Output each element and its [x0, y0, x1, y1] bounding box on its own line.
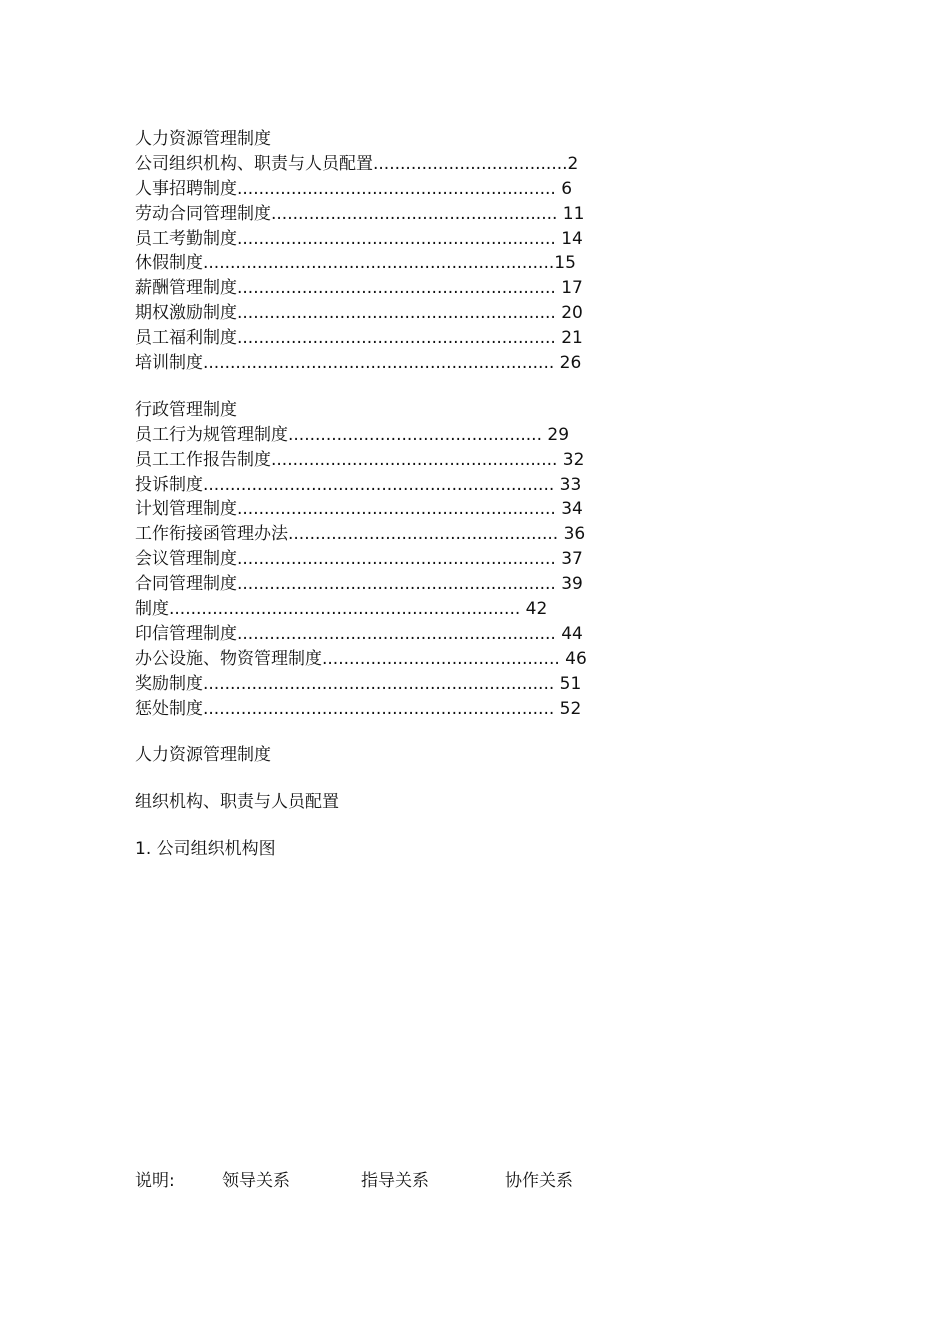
- subsection-title: 组织机构、职责与人员配置: [135, 792, 339, 813]
- toc-entry[interactable]: 员工行为规管理制度............................................... 29: [135, 424, 570, 445]
- toc-entry[interactable]: 期权激励制度........................................................... 20: [135, 303, 583, 324]
- toc-entry[interactable]: 会议管理制度........................................................... 37: [135, 549, 583, 570]
- toc-hr-list: [135, 152, 835, 376]
- toc-entry[interactable]: 人事招聘制度........................................................... 6: [135, 178, 573, 199]
- toc-entry[interactable]: 劳动合同管理制度..................................................... 11: [135, 203, 585, 224]
- spacer: [135, 815, 835, 837]
- toc-entry[interactable]: 惩处制度................................................................. 52: [135, 698, 582, 719]
- section-title: 人力资源管理制度: [135, 745, 271, 766]
- toc-entry[interactable]: 公司组织机构、职责与人员配置....................................2: [135, 153, 579, 174]
- legend-item-collaboration: 协作关系: [505, 1171, 573, 1191]
- toc-admin-list: [135, 423, 835, 722]
- toc-entry[interactable]: 奖励制度................................................................. 51: [135, 673, 582, 694]
- toc-entry[interactable]: 合同管理制度........................................................... 39: [135, 574, 583, 595]
- toc-entry[interactable]: 计划管理制度........................................................... 34: [135, 499, 583, 520]
- toc-entry[interactable]: 印信管理制度........................................................... 44: [135, 623, 583, 644]
- org-chart-area: [135, 880, 815, 1150]
- spacer: [135, 721, 835, 743]
- toc-entry[interactable]: 员工考勤制度........................................................... 14: [135, 228, 583, 249]
- document-page: [135, 127, 835, 862]
- toc-entry[interactable]: 培训制度................................................................. 26: [135, 353, 582, 374]
- toc-entry[interactable]: 制度................................................................. 42: [135, 599, 548, 620]
- spacer: [135, 768, 835, 790]
- toc-admin-heading: 行政管理制度: [135, 399, 237, 420]
- spacer: [135, 376, 835, 398]
- toc-entry[interactable]: 办公设施、物资管理制度............................................ 46: [135, 648, 587, 669]
- toc-entry[interactable]: 休假制度.................................................................15: [135, 253, 576, 274]
- legend-label: 说明:: [135, 1171, 175, 1191]
- toc-entry[interactable]: 工作衔接函管理办法.................................................. 36: [135, 524, 586, 545]
- legend-item-leadership: 领导关系: [222, 1171, 290, 1191]
- legend-item-guidance: 指导关系: [361, 1171, 429, 1191]
- toc-entry[interactable]: 投诉制度................................................................. 33: [135, 474, 582, 495]
- toc-entry[interactable]: 员工工作报告制度..................................................... 32: [135, 449, 585, 470]
- toc-entry[interactable]: 薪酬管理制度........................................................... 17: [135, 278, 583, 299]
- toc-hr-heading: 人力资源管理制度: [135, 129, 271, 149]
- toc-entry[interactable]: 员工福利制度........................................................... 21: [135, 328, 583, 349]
- item-title: 1. 公司组织机构图: [135, 839, 276, 860]
